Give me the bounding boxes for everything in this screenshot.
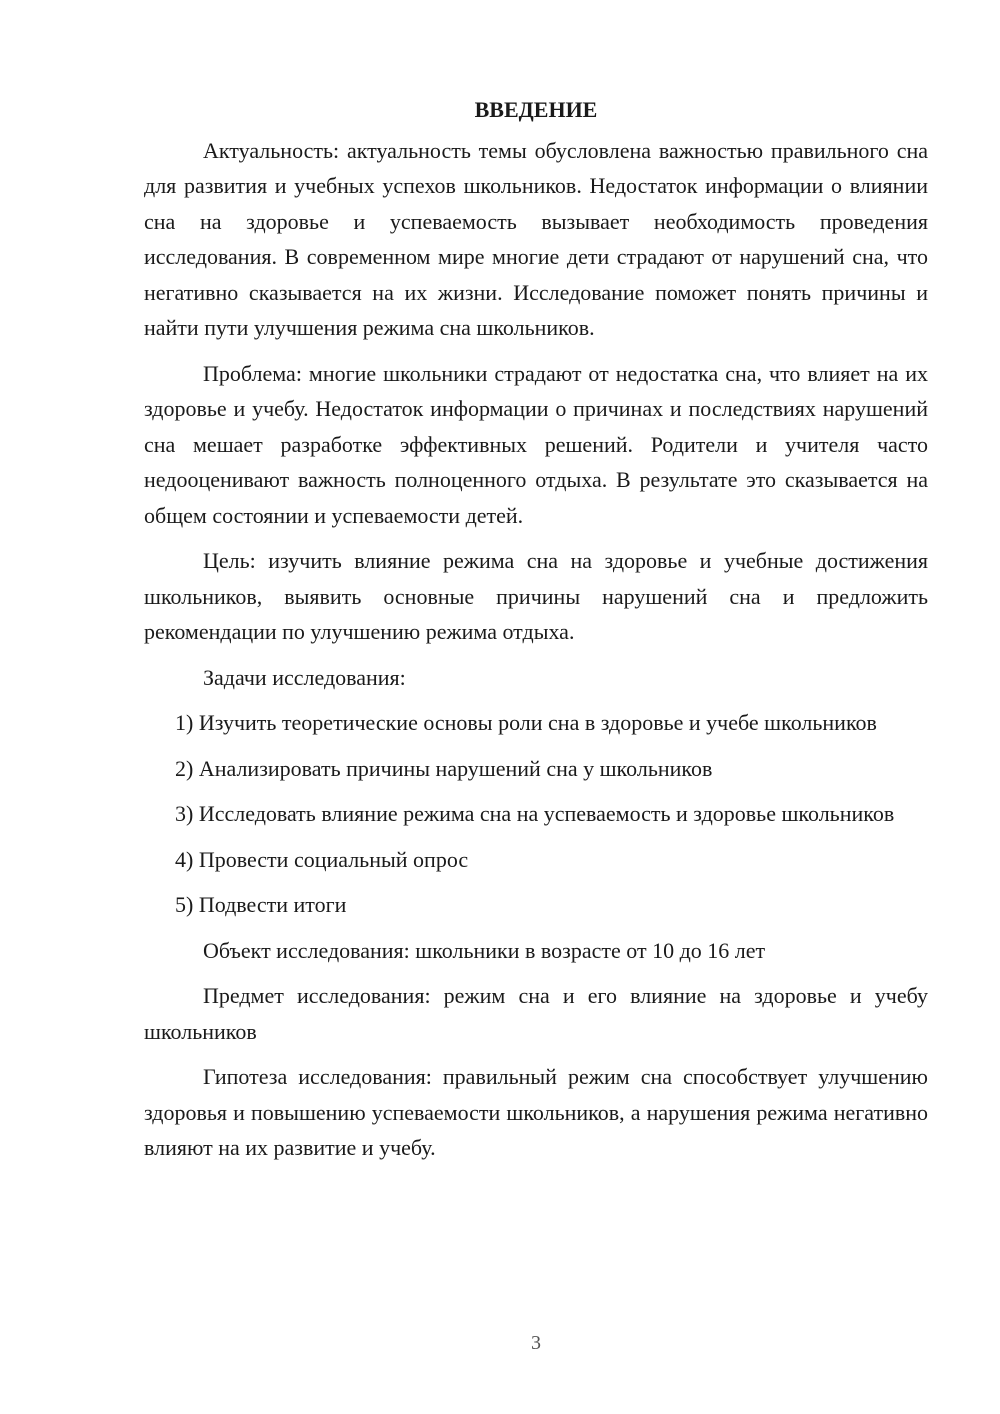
subject-paragraph: Предмет исследования: режим сна и его влияние на здоровье и учебу школьников <box>144 983 928 1044</box>
task-item-4: 4) Провести социальный опрос <box>175 846 469 872</box>
task-item-1: 1) Изучить теоретические основы роли сна в здоровье и учебе школьников <box>175 710 877 735</box>
document-body <box>144 92 928 1176</box>
goal-paragraph: Цель: изучить влияние режима сна на здоровье и учебные достижения школьников, выявить основные причины нарушений сна и предложить рекомендации по улучшению режима отдыха. <box>144 548 928 644</box>
object-paragraph: Объект исследования: школьники в возрасте от 10 до 16 лет <box>203 937 766 963</box>
task-item-2: 2) Анализировать причины нарушений сна у школьников <box>175 755 713 781</box>
tasks-heading: Задачи исследования: <box>203 664 406 690</box>
relevance-paragraph: Актуальность: актуальность темы обусловлена важностью правильного сна для развития и учебных успехов школьников. Недостаток информации о влиянии сна на здоровье и успеваемость вызывает необходимость проведения исследования. В современном мире многие дети страдают от нарушений сна, что негативно сказывается на их жизни. Исследование поможет понять причины и найти пути улучшения режима сна школьников. <box>144 137 928 340</box>
task-item-3: 3) Исследовать влияние режима сна на успеваемость и здоровье школьников <box>175 801 895 826</box>
problem-paragraph: Проблема: многие школьники страдают от недостатка сна, что влияет на их здоровье и учебу. Недостаток информации о причинах и последствиях нарушений сна мешает разработке эффективных решений. Родители и учителя часто недооценивают важность полноценного отдыха. В результате это сказывается на общем состоянии и успеваемости детей. <box>144 360 928 528</box>
hypothesis-paragraph: Гипотеза исследования: правильный режим сна способствует улучшению здоровья и повышению успеваемости школьников, а нарушения режима негативно влияют на их развитие и учебу. <box>144 1064 928 1160</box>
task-item-5: 5) Подвести итоги <box>175 892 347 917</box>
page-title: ВВЕДЕНИЕ <box>474 97 598 122</box>
page-number: 3 <box>531 1332 541 1354</box>
